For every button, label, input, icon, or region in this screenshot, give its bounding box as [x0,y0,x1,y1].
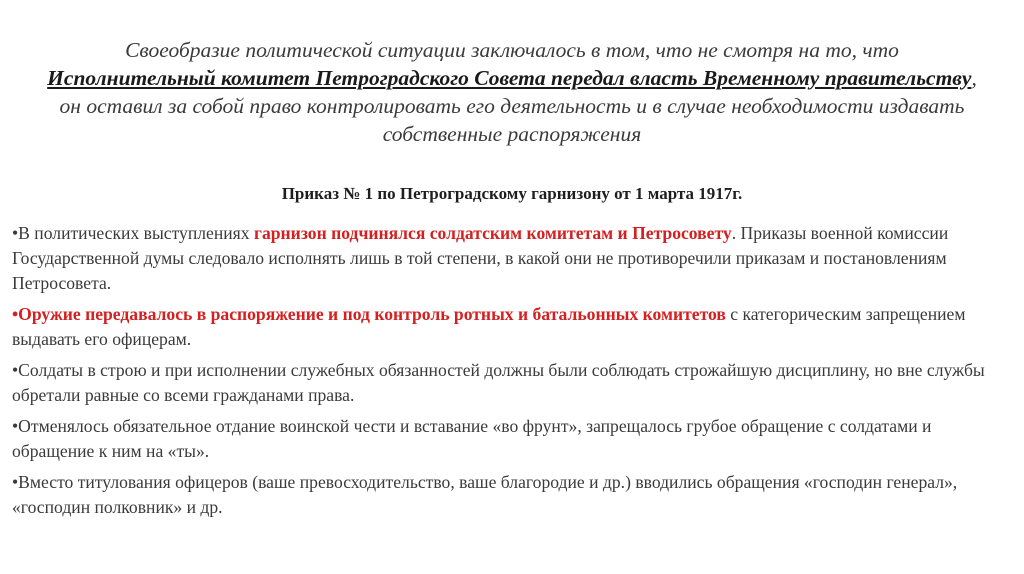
bullet-item-5 [12,470,1017,520]
bullet-text: Солдаты в строю и при исполнении служебных обязанностей должны были соблюдать строжайшую дисциплину, но вне службы обретали равные со всеми гражданами права. [12,360,985,405]
bullet-item-2 [12,302,1017,352]
bullet-marker: • [12,223,19,243]
bullet-text-rest: . Приказы военной комиссии Государственной думы следовало исполнять лишь в той степени, в какой они не противоречили приказам и постановлениям Петросовета. [12,223,949,293]
bullet-highlight: Оружие передавалось в распоряжение и под контроль ротных и батальонных комитетов [18,304,726,324]
bullet-text: Вместо титулования офицеров (ваше превосходительство, ваше благородие и др.) вводились обращения «господин генерал», «господин полковник» и др. [12,472,958,517]
intro-paragraph [40,36,984,148]
bullet-marker: • [12,304,19,324]
bullet-marker: • [12,416,19,436]
bullet-text: В политических выступлениях [18,223,254,243]
bullet-text: Отменялось обязательное отдание воинской чести и вставание «во фрунт», запрещалось грубое обращение с солдатами и обращение к ним на «ты». [12,416,932,461]
bullet-item-3 [12,358,1017,408]
bullet-text-rest: с категорическим запрещением выдавать его офицерам. [12,304,966,349]
intro-part2: , он оставил за собой право контролировать его деятельность и в случае необходимости издавать собственные распоряжения [59,65,977,146]
intro-highlight: Исполнительный комитет Петроградского Совета передал власть Временному правительству [47,65,972,90]
bullet-item-1 [12,221,1017,296]
order-heading: Приказ № 1 по Петроградскому гарнизону от 1 марта 1917г. [281,184,743,203]
bullet-marker: • [12,360,19,380]
bullet-item-4 [12,414,1017,464]
bullet-highlight: гарнизон подчинялся солдатским комитетам и Петросовету [253,223,732,243]
intro-part1: Своеобразие политической ситуации заключалось в том, что не смотря на то, что [125,37,899,62]
bullet-list [12,221,1017,526]
bullet-marker: • [12,472,19,492]
